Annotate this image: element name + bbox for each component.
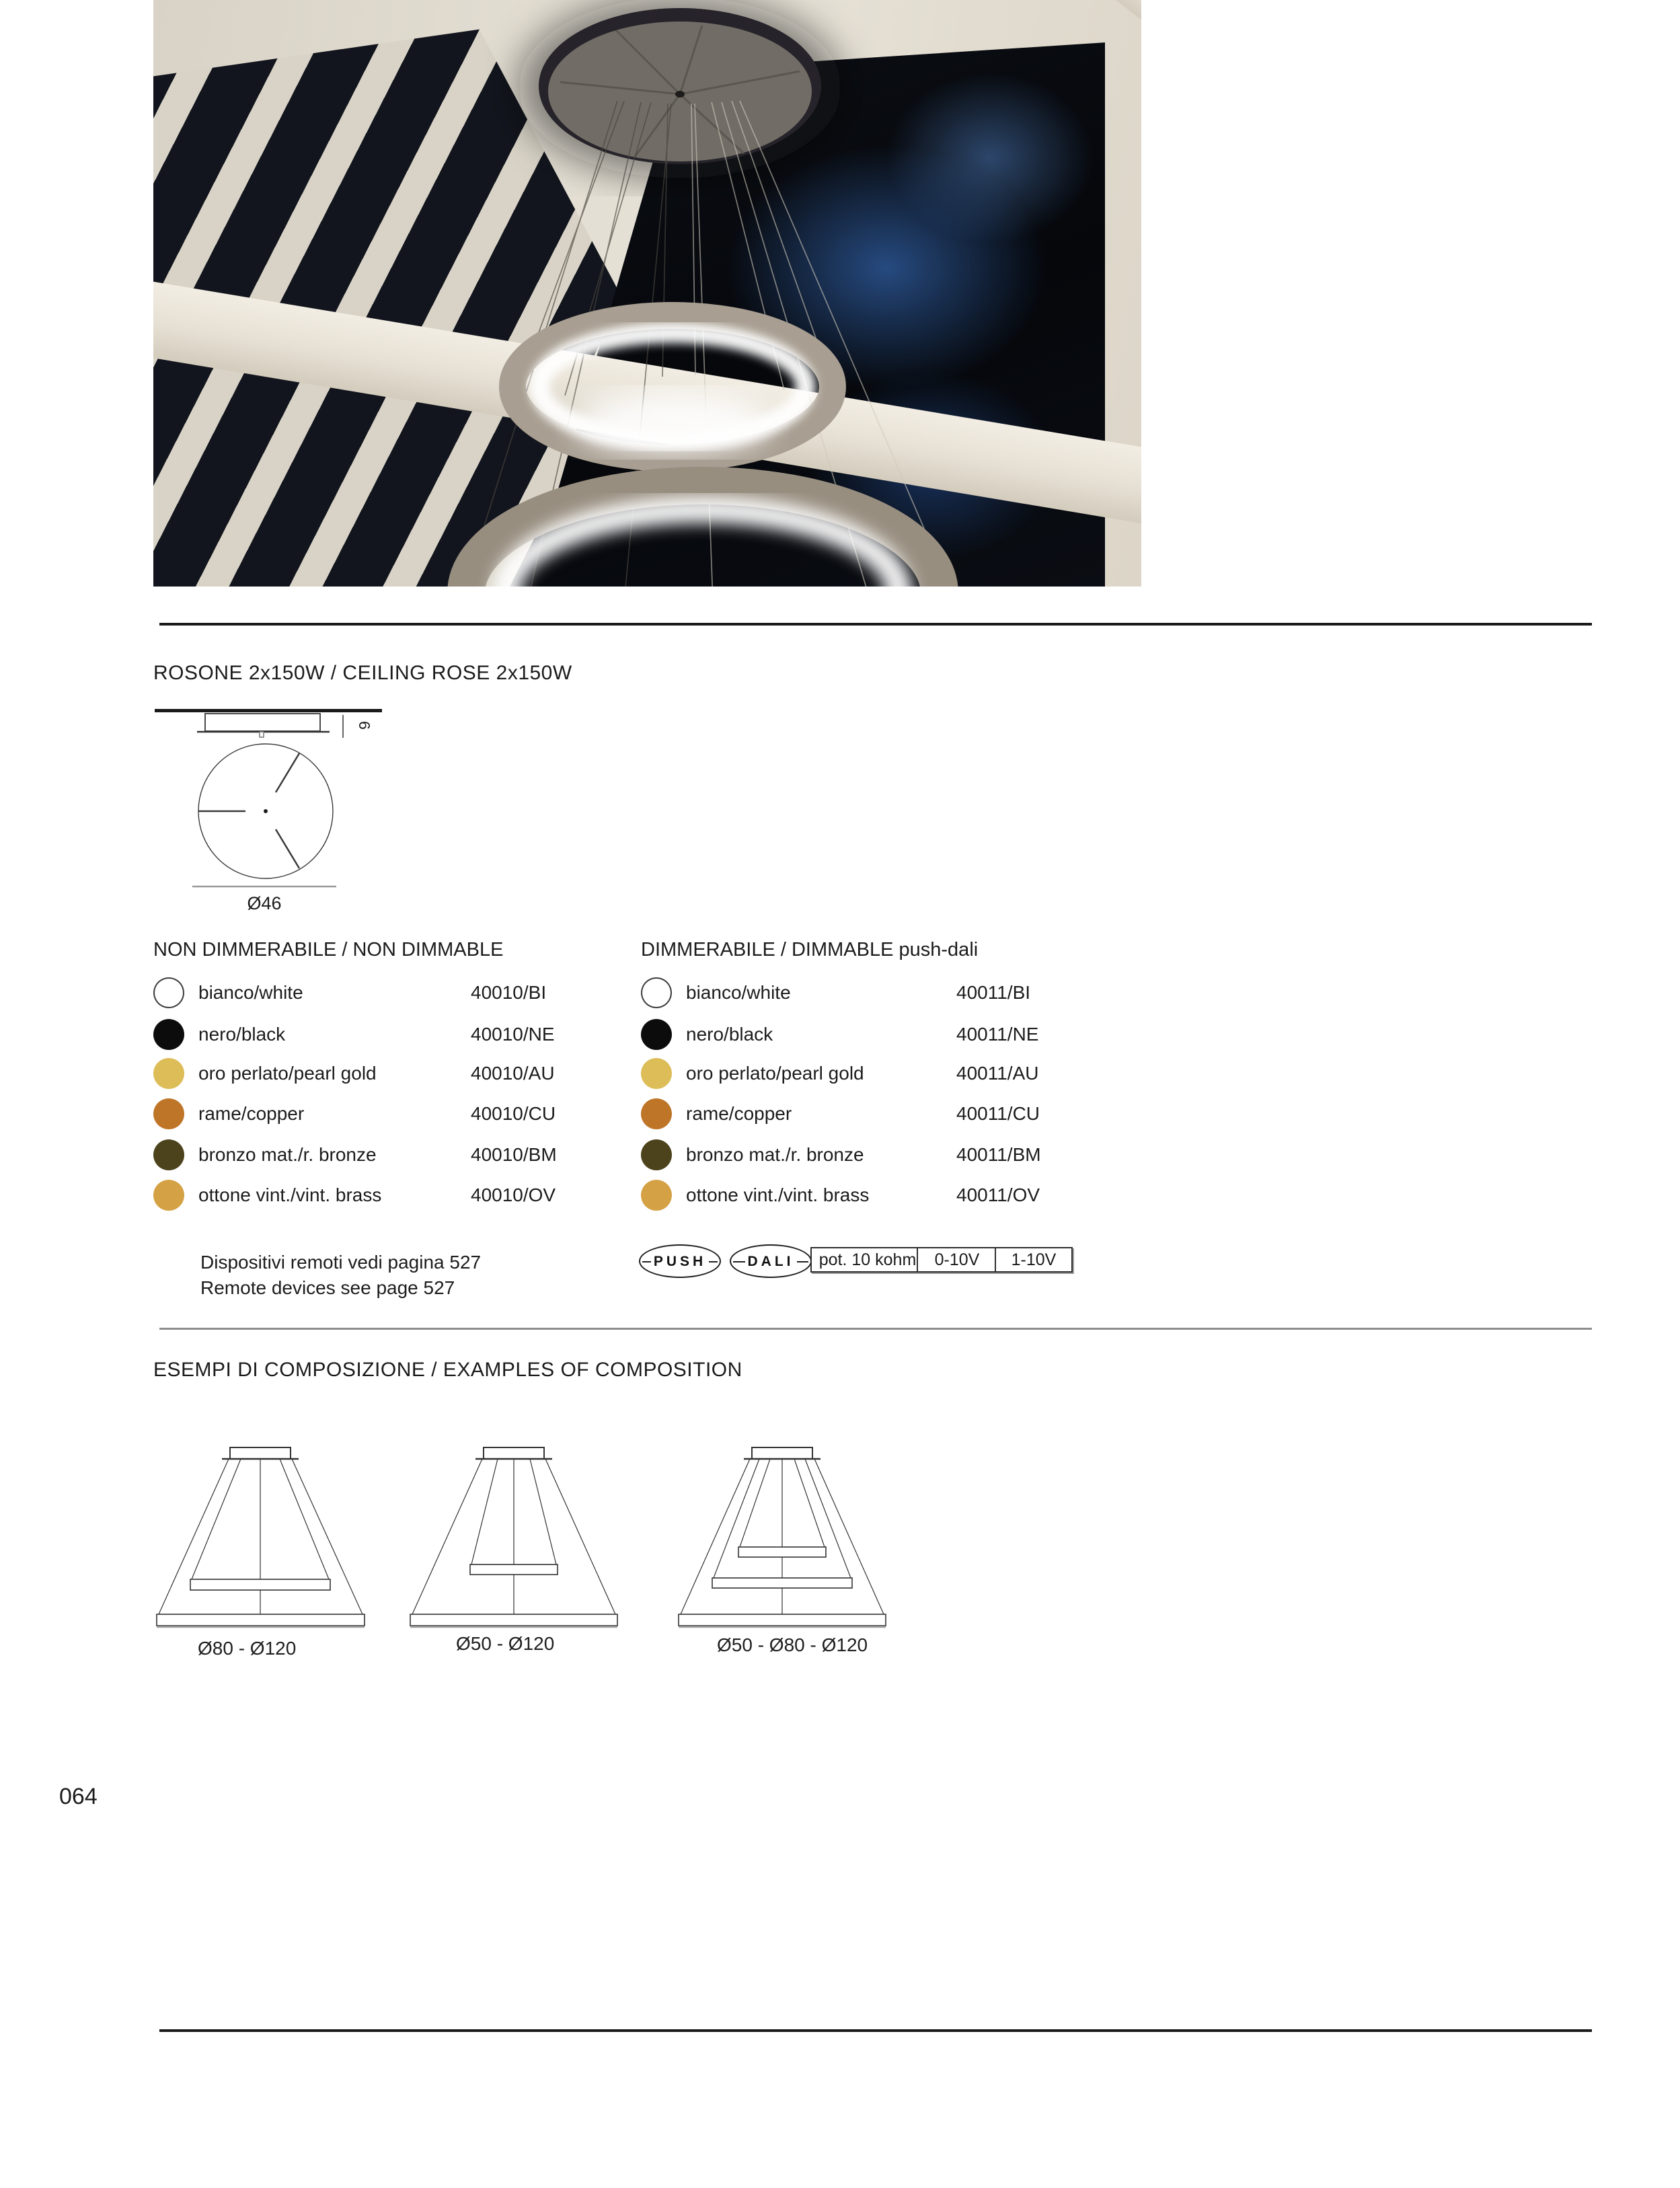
color-swatch-pearl-gold <box>641 1058 672 1089</box>
pot-10kohm-badge: pot. 10 kohm <box>810 1247 925 1273</box>
composition-example-2 <box>409 1445 619 1630</box>
divider-top <box>159 623 1592 626</box>
push-badge <box>639 1244 721 1278</box>
finish-code: 40010/NE <box>471 1024 555 1045</box>
push-badge-label: PUSH <box>651 1254 709 1269</box>
non-dimmable-heading: NON DIMMERABILE / NON DIMMABLE <box>153 939 504 960</box>
color-swatch-black <box>153 1019 184 1050</box>
finish-row <box>641 1019 1085 1050</box>
divider-bottom <box>159 2029 1592 2032</box>
composition-heading: ESEMPI DI COMPOSIZIONE / EXAMPLES OF COMPOSITION <box>153 1359 742 1381</box>
finish-name: oro perlato/pearl gold <box>686 1063 864 1084</box>
finish-row <box>641 1058 1085 1089</box>
dimmable-heading: DIMMERABILE / DIMMABLE push-dali <box>641 939 979 960</box>
color-swatch-black <box>641 1019 672 1050</box>
finish-row <box>153 1019 597 1050</box>
color-swatch-copper <box>641 1098 672 1129</box>
diameter-dim-label: Ø46 <box>247 893 282 913</box>
0-10v-badge: 0-10V <box>917 1247 997 1273</box>
finish-code: 40010/CU <box>471 1103 556 1124</box>
finish-row <box>153 1058 597 1089</box>
finish-name: oro perlato/pearl gold <box>198 1063 377 1084</box>
finish-name: rame/copper <box>198 1103 305 1124</box>
color-swatch-white <box>641 977 672 1008</box>
finish-name: ottone vint./vint. brass <box>198 1184 382 1205</box>
finish-row <box>641 977 1085 1008</box>
product-photo <box>153 0 1141 587</box>
finish-row <box>641 1098 1085 1129</box>
pendant-lamp-illustration <box>153 0 1141 587</box>
finish-code: 40011/CU <box>956 1103 1040 1124</box>
finish-row <box>153 1139 597 1170</box>
composition-label-2: Ø50 - Ø120 <box>456 1633 555 1654</box>
finish-code: 40011/OV <box>956 1184 1040 1205</box>
remote-note-line-it: Dispositivi remoti vedi pagina 527 <box>200 1252 482 1273</box>
composition-label-1: Ø80 - Ø120 <box>198 1638 297 1659</box>
height-dim-label: 6 <box>356 721 373 730</box>
finish-name: bronzo mat./r. bronze <box>686 1144 864 1165</box>
finish-row <box>641 1139 1085 1170</box>
color-swatch-copper <box>153 1098 184 1129</box>
composition-label-3: Ø50 - Ø80 - Ø120 <box>717 1634 868 1655</box>
composition-example-1 <box>155 1445 367 1630</box>
remote-note-line-en: Remote devices see page 527 <box>200 1277 455 1298</box>
finish-name: nero/black <box>198 1024 286 1045</box>
finish-name: nero/black <box>686 1024 773 1045</box>
finish-row <box>153 977 597 1008</box>
color-swatch-vintage-brass <box>153 1180 184 1211</box>
finish-code: 40011/AU <box>956 1063 1039 1084</box>
remote-devices-note <box>200 1250 481 1301</box>
finish-code: 40011/BI <box>956 982 1031 1003</box>
finish-name: bianco/white <box>198 982 303 1003</box>
ceiling-rose-heading: ROSONE 2x150W / CEILING ROSE 2x150W <box>153 662 572 684</box>
finish-row <box>153 1098 597 1129</box>
dali-badge-label: DALI <box>745 1254 797 1269</box>
finish-code: 40011/NE <box>956 1024 1039 1045</box>
color-swatch-vintage-brass <box>641 1180 672 1211</box>
color-swatch-bronze <box>641 1139 672 1170</box>
finish-code: 40010/OV <box>471 1184 556 1205</box>
composition-example-3 <box>677 1445 887 1630</box>
finish-name: ottone vint./vint. brass <box>686 1184 870 1205</box>
divider-middle <box>159 1328 1592 1330</box>
color-swatch-pearl-gold <box>153 1058 184 1089</box>
finish-name: bianco/white <box>686 982 791 1003</box>
dali-badge <box>730 1244 812 1278</box>
finish-row <box>641 1180 1085 1211</box>
finish-code: 40010/BM <box>471 1144 557 1165</box>
finish-code: 40010/AU <box>471 1063 555 1084</box>
finish-code: 40011/BM <box>956 1144 1041 1165</box>
color-swatch-bronze <box>153 1139 184 1170</box>
1-10v-badge: 1-10V <box>995 1247 1073 1273</box>
finish-name: bronzo mat./r. bronze <box>198 1144 377 1165</box>
ceiling-rose-diagram <box>153 705 389 915</box>
page-number: 064 <box>59 1784 98 1809</box>
finish-row <box>153 1180 597 1211</box>
color-swatch-white <box>153 977 184 1008</box>
finish-name: rame/copper <box>686 1103 792 1124</box>
finish-code: 40010/BI <box>471 982 547 1003</box>
